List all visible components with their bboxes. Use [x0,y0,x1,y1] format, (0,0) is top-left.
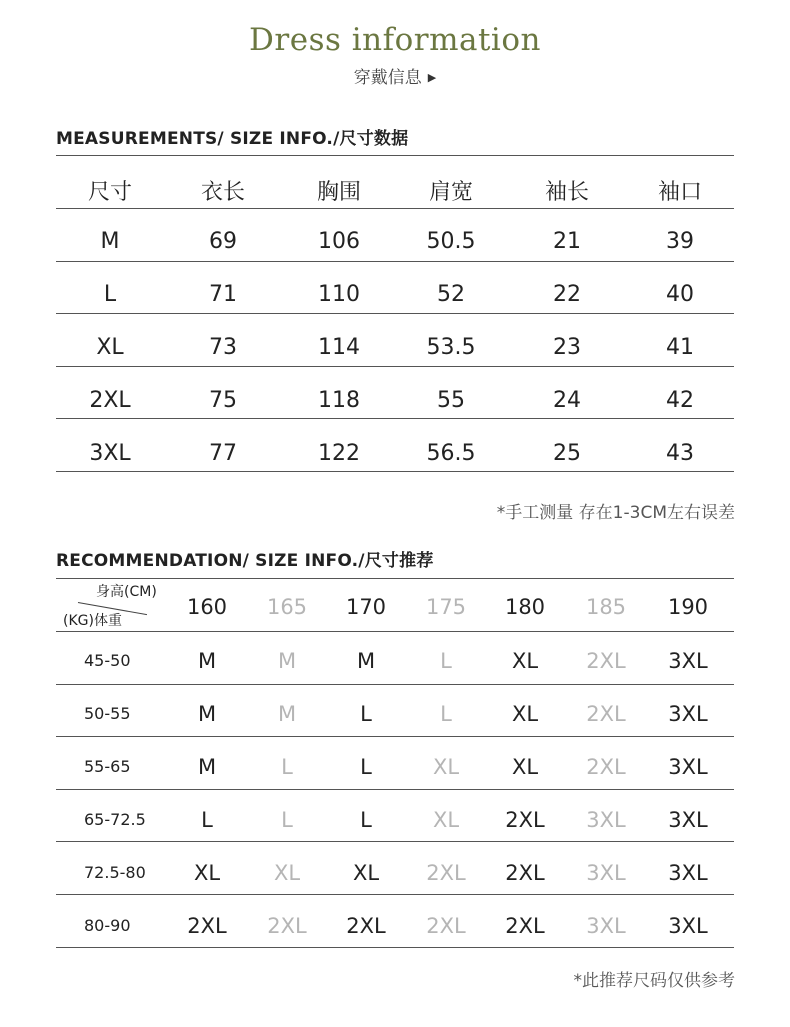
measurements-cell: 23 [553,335,581,360]
height-column-header: 180 [504,595,546,619]
measurements-cell: 56.5 [426,441,476,466]
recommended-size-cell: XL [352,861,380,885]
recommended-size-cell: M [277,702,297,726]
page-subtitle [0,63,790,88]
page-title: Dress information [249,22,541,58]
measurements-cell: 21 [553,229,581,254]
recommended-size-cell: L [440,649,452,673]
recommended-size-cell: 2XL [586,702,626,726]
measurements-cell: 53.5 [426,335,476,360]
recommended-size-cell: 2XL [586,755,626,779]
weight-header-label: (KG)体重 [63,613,122,629]
recommendation-row-rule [56,841,734,842]
recommended-size-cell: 3XL [668,808,708,832]
height-column-header: 160 [186,595,228,619]
recommendation-row-rule [56,736,734,737]
height-column-header: 175 [425,595,467,619]
measurements-cell: 69 [209,229,237,254]
play-triangle-icon: ▶ [427,71,437,84]
recommended-size-cell: L [281,755,293,779]
recommended-size-cell: 3XL [586,914,626,938]
measurements-cell: 73 [209,335,237,360]
weight-row-label: 50-55 [84,704,131,723]
recommended-size-cell: M [197,755,217,779]
measurements-row-rule [56,261,734,262]
recommendation-row-rule [56,684,734,685]
measurements-cell: 2XL [89,388,131,413]
measurements-cell: L [103,282,117,307]
recommended-size-cell: XL [193,861,221,885]
measurements-cell: XL [96,335,124,360]
weight-row-label: 72.5-80 [84,863,146,882]
recommended-size-cell: XL [432,808,460,832]
height-column-header: 165 [266,595,308,619]
measurements-row-rule [56,418,734,419]
recommended-size-cell: 3XL [668,755,708,779]
measurements-cell: 24 [553,388,581,413]
measurements-column-header: 袖长 [544,180,589,205]
recommended-size-cell: 2XL [346,914,386,938]
measurements-cell: M [100,229,120,254]
measurements-cell: 75 [209,388,237,413]
recommended-size-cell: 2XL [505,914,545,938]
weight-row-label: 80-90 [84,916,131,935]
recommended-size-cell: XL [511,755,539,779]
recommended-size-cell: 3XL [668,702,708,726]
recommended-size-cell: L [360,702,372,726]
recommended-size-cell: XL [511,649,539,673]
measurements-cell: 122 [318,441,360,466]
measurements-cell: 40 [666,282,694,307]
recommendation-row-rule [56,789,734,790]
recommended-size-cell: L [360,808,372,832]
measurements-note: *手工测量 存在1-3CM左右误差 [496,503,735,523]
measurements-column-header: 衣长 [200,180,245,205]
measurements-section-label: MEASUREMENTS/ SIZE INFO./尺寸数据 [56,129,409,149]
recommendation-section-label: RECOMMENDATION/ SIZE INFO./尺寸推荐 [56,551,434,571]
weight-row-label: 65-72.5 [84,810,146,829]
recommended-size-cell: XL [273,861,301,885]
measurements-top-rule [56,155,734,156]
measurements-column-header: 尺寸 [87,180,132,205]
recommended-size-cell: XL [511,702,539,726]
recommended-size-cell: L [360,755,372,779]
recommended-size-cell: 2XL [426,861,466,885]
height-column-header: 170 [345,595,387,619]
measurements-row-rule [56,313,734,314]
recommended-size-cell: 2XL [505,861,545,885]
height-column-header: 185 [585,595,627,619]
weight-row-label: 55-65 [84,757,131,776]
recommended-size-cell: L [201,808,213,832]
recommendation-row-rule [56,947,734,948]
height-header-label: 身高(CM) [96,584,157,600]
recommended-size-cell: 2XL [426,914,466,938]
recommended-size-cell: M [277,649,297,673]
recommended-size-cell: 2XL [505,808,545,832]
measurements-cell: 114 [318,335,360,360]
recommended-size-cell: 3XL [586,861,626,885]
weight-row-label: 45-50 [84,651,131,670]
recommended-size-cell: 2XL [187,914,227,938]
measurements-cell: 77 [209,441,237,466]
measurements-header-rule [56,208,734,209]
measurements-cell: 118 [318,388,360,413]
measurements-row-rule [56,471,734,472]
recommendation-note: *此推荐尺码仅供参考 [573,971,735,991]
measurements-cell: 3XL [89,441,131,466]
recommended-size-cell: 2XL [586,649,626,673]
measurements-cell: 71 [209,282,237,307]
recommended-size-cell: L [281,808,293,832]
recommended-size-cell: 3XL [586,808,626,832]
subtitle-text: 穿戴信息 [353,68,422,88]
measurements-column-header: 袖口 [657,180,702,205]
recommendation-top-rule [56,578,734,579]
measurements-cell: 50.5 [426,229,476,254]
recommended-size-cell: 2XL [267,914,307,938]
measurements-cell: 55 [437,388,465,413]
measurements-cell: 52 [437,282,465,307]
measurements-row-rule [56,366,734,367]
recommendation-row-rule [56,894,734,895]
measurements-column-header: 肩宽 [428,180,473,205]
recommended-size-cell: 3XL [668,914,708,938]
measurements-cell: 106 [318,229,360,254]
measurements-cell: 25 [553,441,581,466]
recommended-size-cell: 3XL [668,861,708,885]
recommended-size-cell: XL [432,755,460,779]
measurements-cell: 110 [318,282,360,307]
measurements-cell: 42 [666,388,694,413]
recommended-size-cell: 3XL [668,649,708,673]
measurements-cell: 39 [666,229,694,254]
recommended-size-cell: M [197,649,217,673]
measurements-cell: 43 [666,441,694,466]
recommended-size-cell: M [197,702,217,726]
recommended-size-cell: L [440,702,452,726]
measurements-cell: 22 [553,282,581,307]
measurements-cell: 41 [666,335,694,360]
recommendation-header-rule [56,631,734,632]
height-column-header: 190 [667,595,709,619]
recommended-size-cell: M [356,649,376,673]
measurements-column-header: 胸围 [316,180,361,205]
